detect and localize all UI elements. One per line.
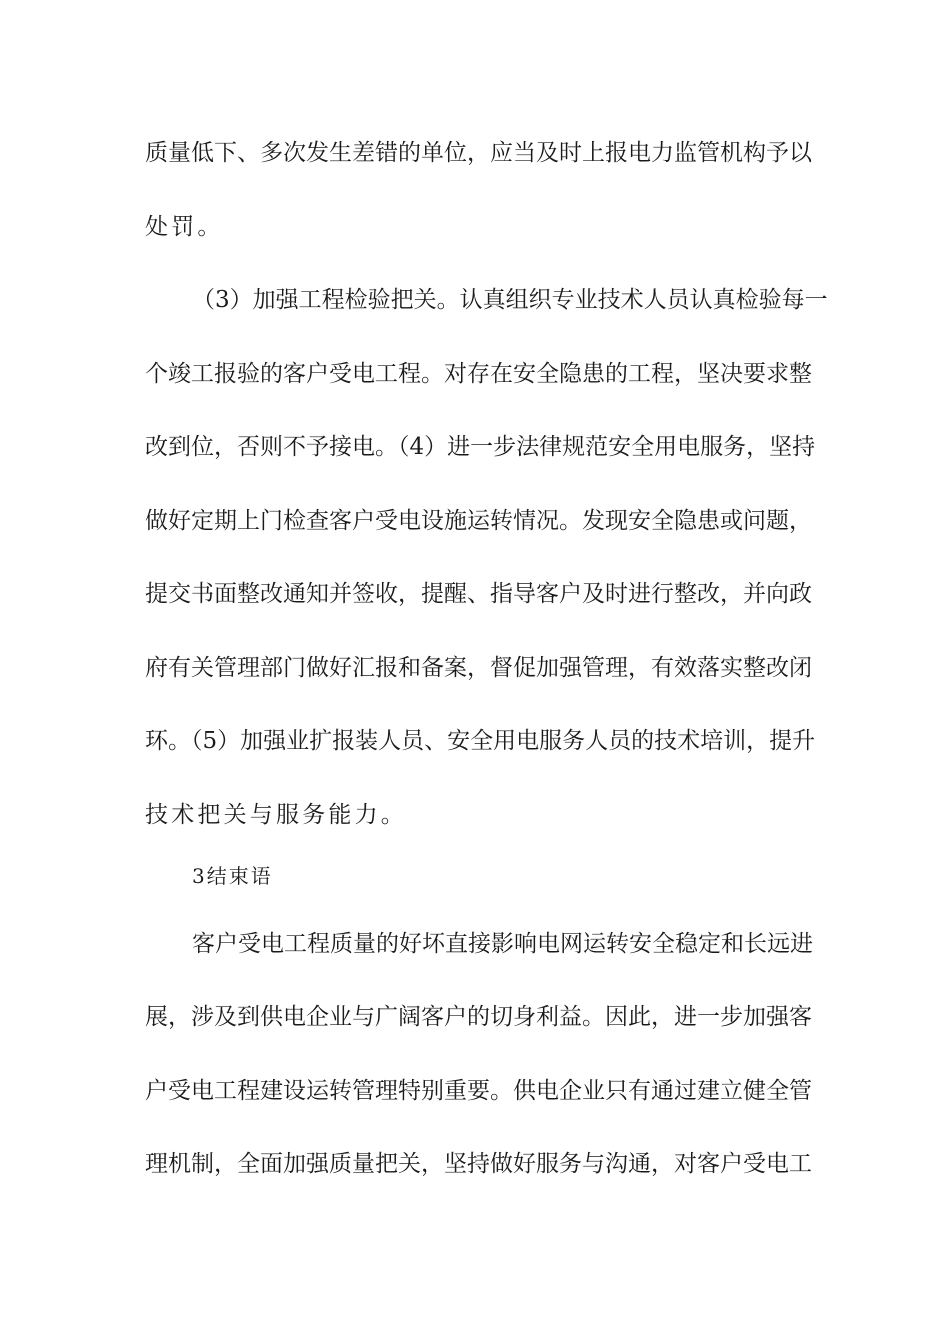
paragraph-line: 客户受电工程质量的好坏直接影响电网运转安全稳定和长远进 <box>192 931 813 957</box>
paragraph-line: 技术把关与服务能力。 <box>145 802 407 828</box>
paragraph-line: 理机制，全面加强质量把关，坚持做好服务与沟通，对客户受电工 <box>145 1151 812 1177</box>
paragraph-line: 展，涉及到供电企业与广阔客户的切身利益。因此，进一步加强客 <box>145 1004 812 1030</box>
paragraph-line: 处罚。 <box>145 214 224 240</box>
paragraph-line: 府有关管理部门做好汇报和备案，督促加强管理，有效落实整改闭 <box>145 655 812 681</box>
paragraph-line: 做好定期上门检查客户受电设施运转情况。发现安全隐患或问题， <box>145 508 812 534</box>
paragraph-line: 质量低下、多次发生差错的单位，应当及时上报电力监管机构予以 <box>145 140 812 166</box>
section-heading: 3结束语 <box>192 864 273 888</box>
paragraph-line: 环。（5）加强业扩报装人员、安全用电服务人员的技术培训，提升 <box>145 728 816 754</box>
paragraph-line: 个竣工报验的客户受电工程。对存在安全隐患的工程，坚决要求整 <box>145 361 812 387</box>
paragraph-line: 提交书面整改通知并签收，提醒、指导客户及时进行整改，并向政 <box>145 581 812 607</box>
paragraph-line: 改到位，否则不予接电。（4）进一步法律规范安全用电服务，坚持 <box>145 434 816 460</box>
paragraph-line: 户受电工程建设运转管理特别重要。供电企业只有通过建立健全管 <box>145 1078 812 1104</box>
paragraph-line: （3）加强工程检验把关。认真组织专业技术人员认真检验每一 <box>192 287 828 313</box>
